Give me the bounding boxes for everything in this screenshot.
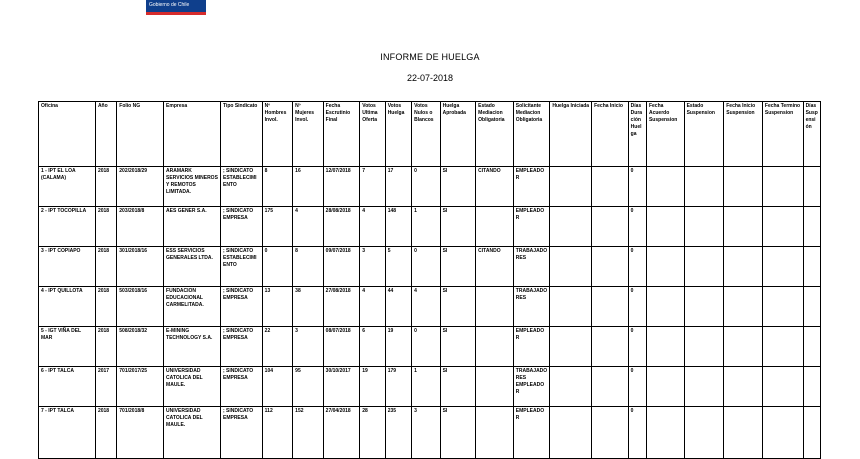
table-cell: 0 — [262, 247, 293, 287]
table-cell: 27/04/2018 — [323, 407, 360, 459]
table-cell: 2018 — [95, 167, 116, 207]
table-cell: 503/2018/16 — [117, 287, 164, 327]
table-cell: TRABAJADORES — [513, 287, 550, 327]
column-header: Fecha Inicio — [592, 102, 629, 167]
table-cell — [803, 247, 820, 287]
table-cell: 2018 — [95, 287, 116, 327]
table-row — [39, 367, 821, 407]
table-cell — [724, 167, 763, 207]
table-cell: 2017 — [95, 367, 116, 407]
table-cell — [646, 247, 684, 287]
table-cell: 0 — [412, 327, 440, 367]
table-cell: 0 — [628, 367, 646, 407]
column-header: Huelga Aprobada — [440, 102, 476, 167]
table-cell — [550, 327, 592, 367]
column-header: Estado Mediacion Obligatoria — [476, 102, 514, 167]
table-cell: UNIVERSIDAD CATOLICA DEL MAULE. — [164, 407, 221, 459]
table-cell — [646, 327, 684, 367]
table-cell: 28 — [360, 407, 385, 459]
column-header: Fecha Escrutinio Final — [323, 102, 360, 167]
table-cell — [646, 407, 684, 459]
table-cell: 4 - IPT QUILLOTA — [39, 287, 96, 327]
table-cell — [724, 407, 763, 459]
table-cell — [684, 327, 724, 367]
table-cell — [550, 287, 592, 327]
table-cell: ; SINDICATO ESTABLECIMIENTO — [220, 247, 262, 287]
column-header: Fecha Termino Suspension — [762, 102, 803, 167]
table-cell: EMPLEADOR — [513, 167, 550, 207]
table-cell: 0 — [412, 247, 440, 287]
table-cell — [684, 167, 724, 207]
table-cell: 203/2018/8 — [117, 207, 164, 247]
table-cell: EMPLEADOR — [513, 207, 550, 247]
table-cell: 0 — [628, 287, 646, 327]
column-header: Nº Hombres Invol. — [262, 102, 293, 167]
table-cell — [762, 247, 803, 287]
table-cell: 12/07/2018 — [323, 167, 360, 207]
table-cell: AES GENER S.A. — [164, 207, 221, 247]
table-cell: 17 — [385, 167, 411, 207]
column-header: Año — [95, 102, 116, 167]
table-cell: 1 — [412, 367, 440, 407]
table-cell: 7 - IPT TALCA — [39, 407, 96, 459]
table-cell — [762, 367, 803, 407]
table-row — [39, 287, 821, 327]
table-cell: ; SINDICATO ESTABLECIMIENTO — [220, 167, 262, 207]
table-cell: SI — [440, 287, 476, 327]
table-cell: 22 — [262, 327, 293, 367]
table-cell — [646, 287, 684, 327]
table-cell — [476, 327, 514, 367]
table-cell: 8 — [293, 247, 324, 287]
table-cell: 30/10/2017 — [323, 367, 360, 407]
table-cell: 0 — [628, 247, 646, 287]
strike-report-table — [38, 101, 821, 459]
table-row — [39, 207, 821, 247]
column-header: Folio NG — [117, 102, 164, 167]
table-cell — [476, 287, 514, 327]
table-cell: 0 — [628, 167, 646, 207]
table-cell — [592, 207, 629, 247]
table-cell: 7 — [360, 167, 385, 207]
table-cell — [684, 367, 724, 407]
column-header: Oficina — [39, 102, 96, 167]
table-cell: 13 — [262, 287, 293, 327]
column-header: Días Suspensión — [803, 102, 820, 167]
table-cell — [646, 367, 684, 407]
table-cell: ; SINDICATO EMPRESA — [220, 367, 262, 407]
table-cell: 508/2018/32 — [117, 327, 164, 367]
table-cell — [803, 407, 820, 459]
table-cell — [550, 167, 592, 207]
table-cell — [724, 247, 763, 287]
table-cell: ; SINDICATO EMPRESA — [220, 287, 262, 327]
table-cell: 701/2017/25 — [117, 367, 164, 407]
table-cell — [592, 327, 629, 367]
report-date: 22-07-2018 — [406, 73, 454, 83]
table-cell — [646, 207, 684, 247]
table-cell: 09/07/2018 — [323, 247, 360, 287]
table-cell — [762, 407, 803, 459]
column-header: Estado Suspension — [684, 102, 724, 167]
table-cell: SI — [440, 367, 476, 407]
table-cell: 2018 — [95, 247, 116, 287]
table-cell — [724, 287, 763, 327]
table-cell: ; SINDICATO EMPRESA — [220, 327, 262, 367]
table-cell: 6 — [360, 327, 385, 367]
table-cell — [762, 167, 803, 207]
table-cell: 3 — [412, 407, 440, 459]
table-cell: 44 — [385, 287, 411, 327]
gobierno-logo — [146, 0, 206, 15]
table-body — [39, 167, 821, 459]
table-cell: 202/2018/29 — [117, 167, 164, 207]
column-header: Tipo Sindicato — [220, 102, 262, 167]
table-cell — [724, 367, 763, 407]
table-cell — [803, 207, 820, 247]
table-cell: UNIVERSIDAD CATOLICA DEL MAULE. — [164, 367, 221, 407]
table-cell — [803, 287, 820, 327]
table-cell: ; SINDICATO EMPRESA — [220, 207, 262, 247]
table-cell: 19 — [360, 367, 385, 407]
table-cell: E-MINING TECHNOLOGY S.A. — [164, 327, 221, 367]
table-cell — [592, 167, 629, 207]
table-cell: SI — [440, 167, 476, 207]
table-cell: EMPLEADOR — [513, 407, 550, 459]
table-cell: 0 — [628, 407, 646, 459]
table-cell — [684, 247, 724, 287]
table-cell: 28/08/2018 — [323, 207, 360, 247]
table-cell: 1 — [412, 207, 440, 247]
table-cell: 6 - IPT TALCA — [39, 367, 96, 407]
table-cell: 301/2018/16 — [117, 247, 164, 287]
table-cell: 179 — [385, 367, 411, 407]
table-cell: 38 — [293, 287, 324, 327]
table-cell — [550, 207, 592, 247]
table-cell — [803, 367, 820, 407]
table-cell — [592, 287, 629, 327]
table-cell: 3 - IPT COPIAPO — [39, 247, 96, 287]
table-cell: SI — [440, 207, 476, 247]
table-cell: 4 — [412, 287, 440, 327]
column-header: Solicitante Mediacion Obligatoria — [513, 102, 550, 167]
table-row — [39, 167, 821, 207]
column-header: Días Duración Huelga — [628, 102, 646, 167]
table-cell: 4 — [293, 207, 324, 247]
table-cell: 0 — [412, 167, 440, 207]
report-title: INFORME DE HUELGA — [380, 52, 480, 62]
table-cell: 0 — [628, 327, 646, 367]
table-cell: 235 — [385, 407, 411, 459]
table-cell: 0 — [628, 207, 646, 247]
table-cell: 175 — [262, 207, 293, 247]
column-header: Huelga Iniciada — [550, 102, 592, 167]
column-header: Fecha Inicio Suspension — [724, 102, 763, 167]
table-cell: 152 — [293, 407, 324, 459]
column-header: Fecha Acuerdo Suspension — [646, 102, 684, 167]
table-cell — [803, 167, 820, 207]
table-cell — [592, 407, 629, 459]
table-cell: 2 - IPT TOCOPILLA — [39, 207, 96, 247]
table-cell: 2018 — [95, 407, 116, 459]
table-cell: 4 — [360, 207, 385, 247]
table-cell: ARAMARK SERVICIOS MINEROS Y REMOTOS LIMITADA. — [164, 167, 221, 207]
table-cell — [762, 207, 803, 247]
table-cell — [592, 367, 629, 407]
column-header: Nº Mujeres Invol. — [293, 102, 324, 167]
table-cell: 2018 — [95, 327, 116, 367]
table-cell: 5 — [385, 247, 411, 287]
table-cell — [684, 287, 724, 327]
table-cell: 16 — [293, 167, 324, 207]
table-cell — [476, 207, 514, 247]
table-cell: SI — [440, 407, 476, 459]
table-cell — [684, 407, 724, 459]
table-header-row — [39, 102, 821, 167]
table-cell: 3 — [293, 327, 324, 367]
table-cell — [724, 207, 763, 247]
table-cell — [550, 247, 592, 287]
table-cell: SI — [440, 247, 476, 287]
table-cell: 1 - IPT EL LOA (CALAMA) — [39, 167, 96, 207]
table-cell: 8 — [262, 167, 293, 207]
table-cell — [684, 207, 724, 247]
table-cell — [476, 407, 514, 459]
column-header: Votos Nulos o Blancos — [412, 102, 440, 167]
logo-red-band — [146, 12, 206, 15]
column-header: Empresa — [164, 102, 221, 167]
table-cell: 701/2018/8 — [117, 407, 164, 459]
table-row — [39, 247, 821, 287]
column-header: Votos Huelga — [385, 102, 411, 167]
table-cell: 104 — [262, 367, 293, 407]
table-cell — [592, 247, 629, 287]
table-cell: 95 — [293, 367, 324, 407]
logo-text: Gobierno de Chile — [149, 2, 190, 8]
table-cell — [550, 367, 592, 407]
table-cell: TRABAJADORES — [513, 247, 550, 287]
table-cell: 27/08/2018 — [323, 287, 360, 327]
table-cell — [476, 367, 514, 407]
table-cell: 148 — [385, 207, 411, 247]
table-cell: 19 — [385, 327, 411, 367]
table-cell: SI — [440, 327, 476, 367]
table-cell: 5 - IGT VIÑA DEL MAR — [39, 327, 96, 367]
table-cell: 08/07/2018 — [323, 327, 360, 367]
table-cell — [762, 287, 803, 327]
table-cell: 112 — [262, 407, 293, 459]
table-row — [39, 407, 821, 459]
table-cell — [724, 327, 763, 367]
table-cell: 2018 — [95, 207, 116, 247]
table-cell: TRABAJADORES EMPLEADOR — [513, 367, 550, 407]
table-cell: ESS SERVICIOS GENERALES LTDA. — [164, 247, 221, 287]
table-cell: 4 — [360, 287, 385, 327]
table-cell: 3 — [360, 247, 385, 287]
table-cell: ; SINDICATO EMPRESA — [220, 407, 262, 459]
table-cell: EMPLEADOR — [513, 327, 550, 367]
table-row — [39, 327, 821, 367]
column-header: Votos Ultima Oferta — [360, 102, 385, 167]
table-cell — [803, 327, 820, 367]
table-cell — [762, 327, 803, 367]
table-cell: CITANDO — [476, 167, 514, 207]
table-cell — [646, 167, 684, 207]
table-cell: CITANDO — [476, 247, 514, 287]
table-cell: FUNDACION EDUCACIONAL CARMELITADA. — [164, 287, 221, 327]
table-cell — [550, 407, 592, 459]
